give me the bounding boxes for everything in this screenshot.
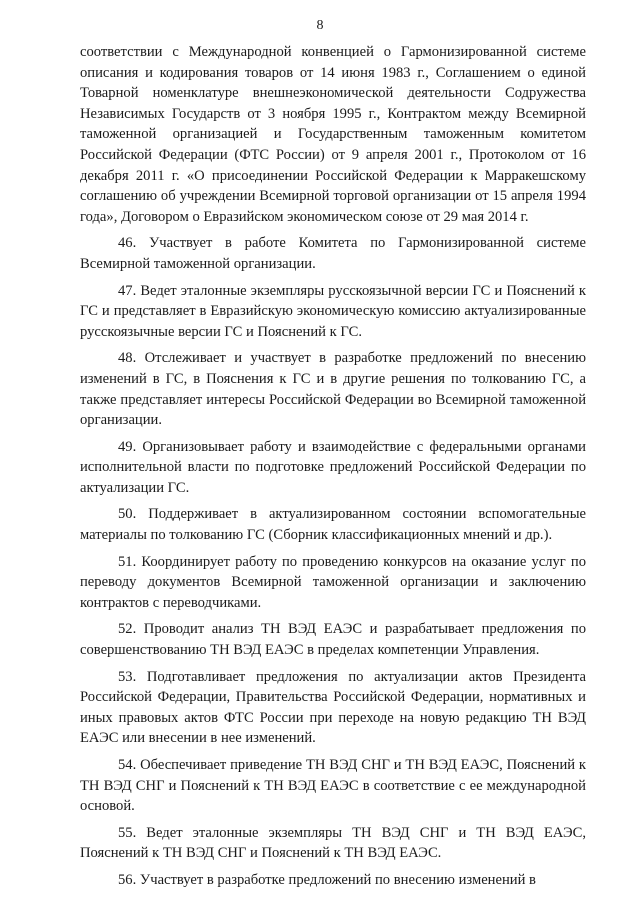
list-item-52: 52. Проводит анализ ТН ВЭД ЕАЭС и разрабатывает предложения по совершенствованию ТН ВЭД ЕАЭС в пределах компетенции Управления. — [80, 621, 586, 659]
list-item-54: 54. Обеспечивает приведение ТН ВЭД СНГ и ТН ВЭД ЕАЭС, Пояснений к ТН ВЭД СНГ и Пояснений к ТН ВЭД ЕАЭС в соответствие с ее международной основой. — [80, 757, 586, 815]
list-item-55: 55. Ведет эталонные экземпляры ТН ВЭД СНГ и ТН ВЭД ЕАЭС, Пояснений к ТН ВЭД СНГ и Пояснений к ТН ВЭД ЕАЭС. — [80, 824, 586, 862]
list-item-47: 47. Ведет эталонные экземпляры русскоязычной версии ГС и Пояснений к ГС и представляет в Евразийскую экономическую комиссию актуализированные русскоязычные версии ГС и Пояснений к ГС. — [80, 282, 586, 340]
list-item-49: 49. Организовывает работу и взаимодействие с федеральными органами исполнительной власти по подготовке предложений Российской Федерации по актуализации ГС. — [80, 438, 586, 496]
list-item-48: 48. Отслеживает и участвует в разработке предложений по внесению изменений в ГС, в Пояснения к ГС и в другие решения по толкованию ГС, а также представляет интересы Российской Федерации во Всемирной таможенной организации. — [80, 350, 586, 429]
continuation-paragraph: соответствии с Международной конвенцией о Гармонизированной системе описания и кодирования товаров от 14 июня 1983 г., Соглашением о единой Товарной номенклатуре внешнеэкономической деятельности Содружества Независимых Государств от 3 ноября 1995 г., Контрактом между Всемирной таможенной организацией и Государственным таможенным комитетом Российской Федерации (ФТС России) от 9 апреля 2001 г., Протоколом от 16 декабря 2011 г. «О присоединении Российской Федерации к Марракешскому соглашению об учреждении Всемирной торговой организации от 15 апреля 1994 года», Договором о Евразийском экономическом союзе от 29 мая 2014 г. — [80, 44, 586, 225]
list-item-56: 56. Участвует в разработке предложений по внесению изменений в — [118, 871, 536, 888]
list-item-50: 50. Поддерживает в актуализированном состоянии вспомогательные материалы по толкованию ГС (Сборник классификационных мнений и др.). — [80, 506, 586, 544]
list-item-51: 51. Координирует работу по проведению конкурсов на оказание услуг по переводу документов Всемирной таможенной организации и заключению контрактов с переводчиками. — [80, 553, 586, 611]
document-body — [80, 42, 586, 891]
list-item-46: 46. Участвует в работе Комитета по Гармонизированной системе Всемирной таможенной организации. — [80, 235, 586, 272]
page-number: 8 — [316, 18, 324, 33]
list-item-53: 53. Подготавливает предложения по актуализации актов Президента Российской Федерации, Правительства Российской Федерации, нормативных и иных правовых актов ФТС России при переходе на новую редакцию ТН ВЭД ЕАЭС или внесении в нее изменений. — [80, 668, 586, 747]
